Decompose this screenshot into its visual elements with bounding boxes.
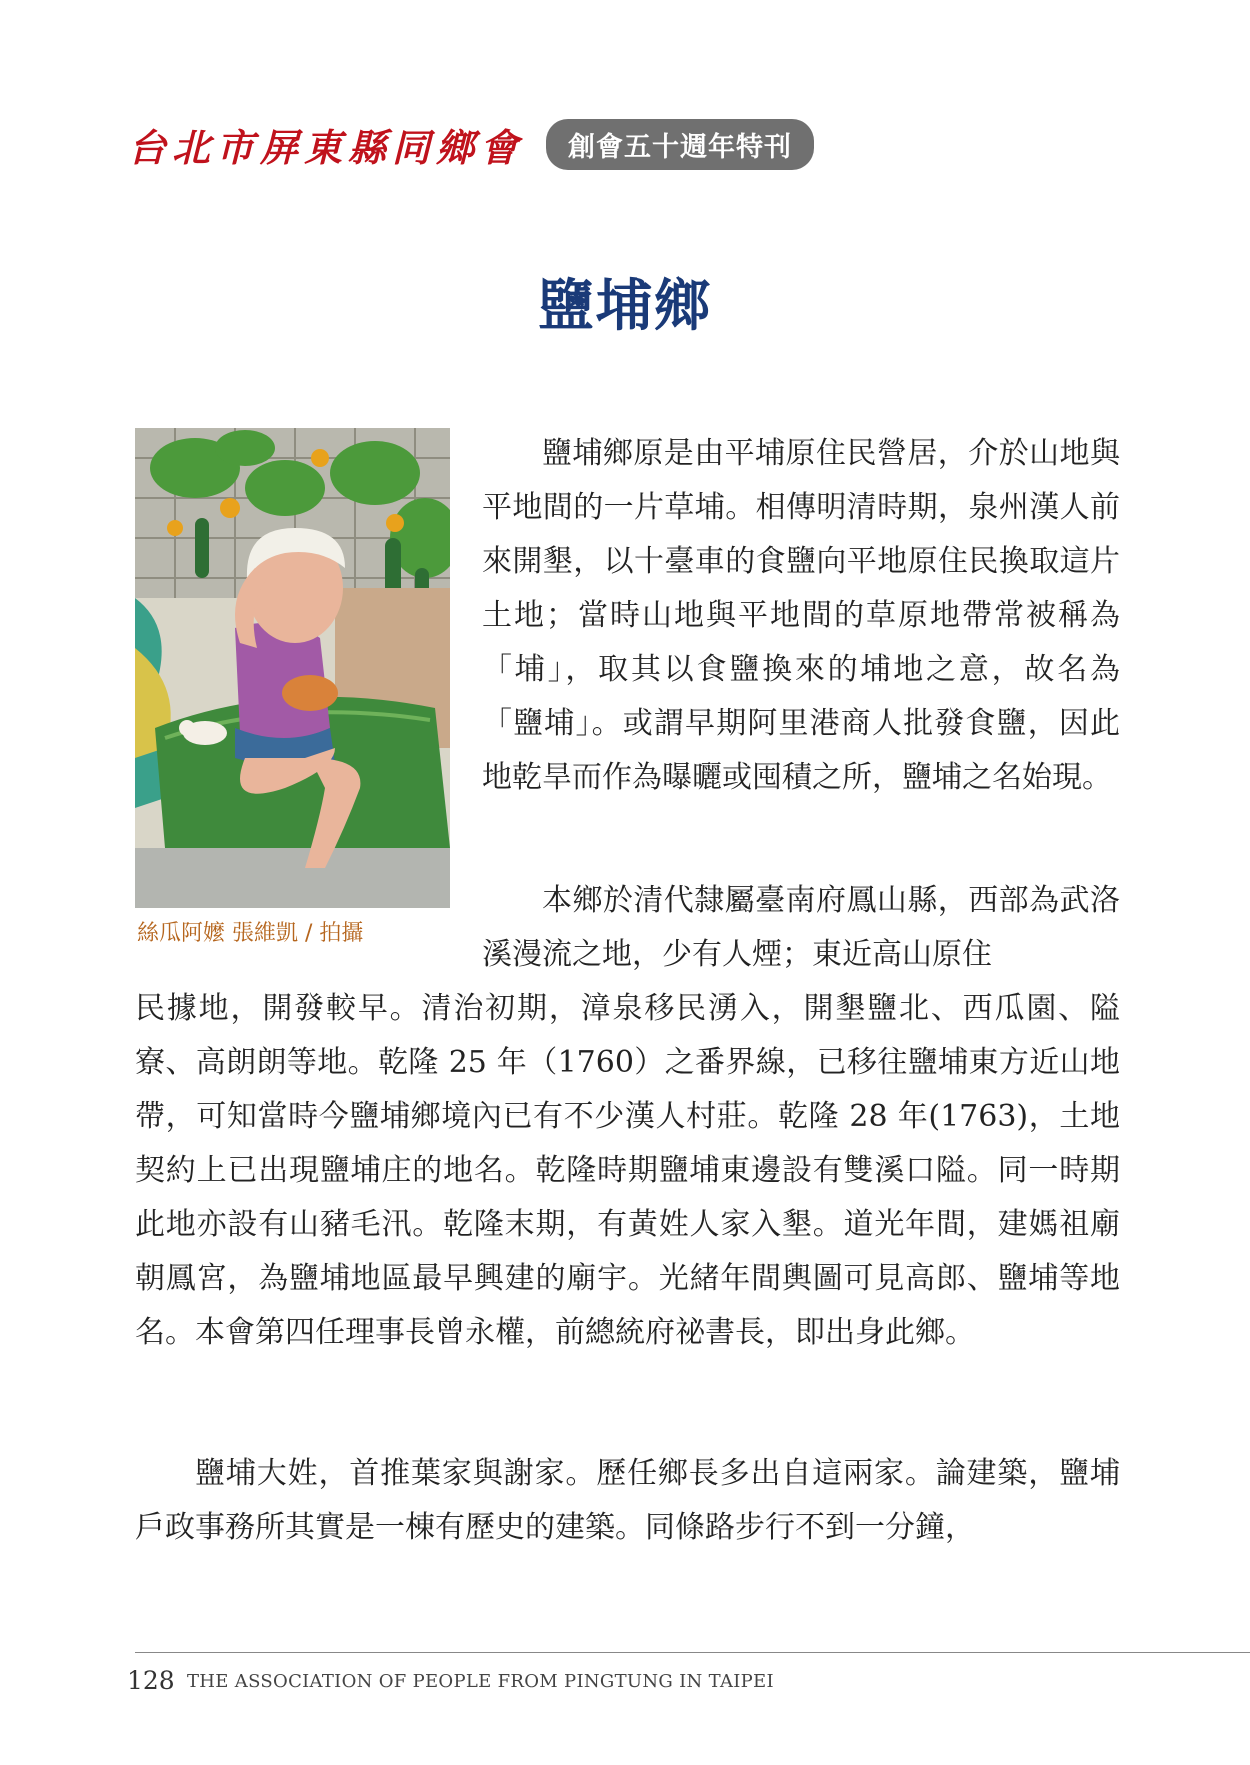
- association-name: 台北市屏東縣同鄉會: [128, 124, 525, 170]
- footer-divider: [135, 1652, 1250, 1653]
- article-title: 鹽埔鄉: [538, 274, 712, 339]
- sculpture-photo: [135, 428, 450, 908]
- page-header: [128, 118, 814, 170]
- footer-publication-name: THE ASSOCIATION OF PEOPLE FROM PINGTUNG IN TAIPEI: [187, 1671, 774, 1692]
- paragraph-origin: 鹽埔鄉原是由平埔原住民營居，介於山地與平地間的一片草埔。相傳明清時期，泉州漢人前來開墾，以十臺車的食鹽向平地原住民換取這片土地；當時山地與平地間的草原地帶常被稱為「埔」，取其以食鹽換來的埔地之意，故名為「鹽埔」。或謂早期阿里港商人批發食鹽，因此地乾旱而作為曝曬或囤積之所，鹽埔之名始現。: [482, 436, 1120, 795]
- paragraph-families: 鹽埔大姓，首推葉家與謝家。歷任鄉長多出自這兩家。論建築，鹽埔戶政事務所其實是一棟有歷史的建築。同條路步行不到一分鐘，: [135, 1456, 1120, 1545]
- photo-caption: 絲瓜阿嬤 張維凱 / 拍攝: [137, 921, 364, 946]
- issue-label-badge: 創會五十週年特刊: [546, 119, 814, 170]
- paragraph-history-part1: 本鄉於清代隸屬臺南府鳳山縣，西部為武洛溪漫流之地，少有人煙；東近高山原住: [482, 883, 1120, 972]
- page-number: 128: [127, 1666, 175, 1695]
- paragraph-history-part2: 民據地，開發較早。清治初期，漳泉移民湧入，開墾鹽北、西瓜園、隘寮、高朗朗等地。乾隆 25 年（1760）之番界線，已移往鹽埔東方近山地帶，可知當時今鹽埔鄉境內已有不少漢人村莊。乾隆 28 年(1763)，土地契約上已出現鹽埔庄的地名。乾隆時期鹽埔東邊設有雙溪口隘。同一時期此地亦設有山豬毛汛。乾隆末期，有黃姓人家入墾。道光年間，建媽祖廟朝鳳宮，為鹽埔地區最早興建的廟宇。光緒年間輿圖可見高郎、鹽埔等地名。本會第四任理事長曾永權，前總統府祕書長，即出身此鄉。: [135, 991, 1120, 1350]
